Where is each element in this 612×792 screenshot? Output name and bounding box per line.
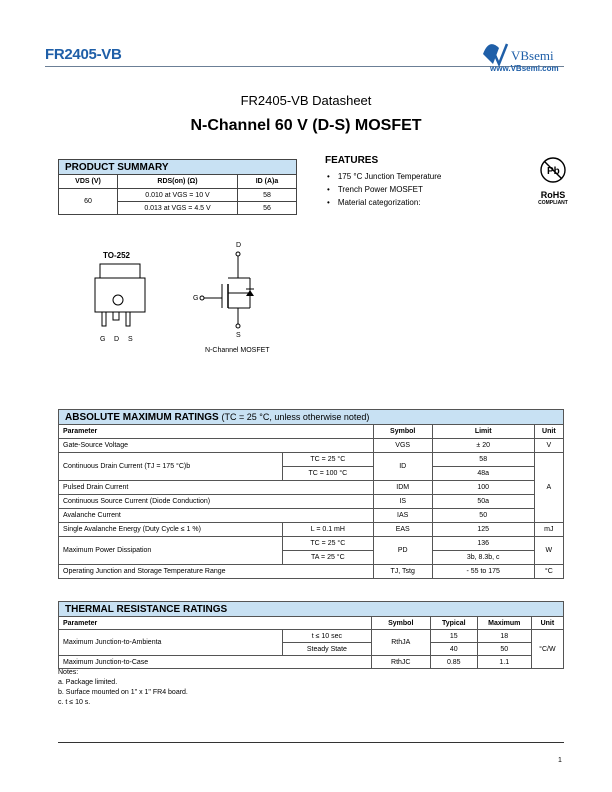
symbol: IAS xyxy=(373,509,432,523)
package-name: TO-252 xyxy=(103,251,130,260)
header-part-number: FR2405-VB xyxy=(45,46,122,63)
id-value: 56 xyxy=(238,202,297,215)
amr-heading: ABSOLUTE MAXIMUM RATINGS xyxy=(65,411,219,423)
limit: 3b, 8.3b, c xyxy=(432,551,534,565)
drain-label: D xyxy=(236,242,242,249)
param: Maximum Junction-to-Ambienta xyxy=(59,630,283,656)
cond: TC = 25 °C xyxy=(283,453,374,467)
cond: TA = 25 °C xyxy=(283,551,374,565)
unit: °C/W xyxy=(531,630,563,669)
vds-value: 60 xyxy=(59,189,118,215)
maximum: 18 xyxy=(477,630,531,643)
pb-symbol: Pb xyxy=(547,166,560,177)
rohs-sub: COMPLIANT xyxy=(538,200,568,206)
amr-col-limit: Limit xyxy=(432,425,534,439)
typical: 0.85 xyxy=(430,656,477,669)
param: Pulsed Drain Current xyxy=(59,481,374,495)
maximum: 1.1 xyxy=(477,656,531,669)
gate-label: G xyxy=(193,295,199,302)
limit: 50a xyxy=(432,495,534,509)
limit: 48a xyxy=(432,467,534,481)
param: Operating Junction and Storage Temperature Range xyxy=(59,565,374,579)
limit: ± 20 xyxy=(432,439,534,453)
amr-col-parameter: Parameter xyxy=(59,425,374,439)
symbol: ID xyxy=(373,453,432,481)
rds-value: 0.013 at VGS = 4.5 V xyxy=(118,202,238,215)
feature-item: • Trench Power MOSFET xyxy=(327,183,441,196)
cond: Steady State xyxy=(283,643,372,656)
symbol: IS xyxy=(373,495,432,509)
thermal-heading: THERMAL RESISTANCE RATINGS xyxy=(59,602,564,617)
pin-label: S xyxy=(128,336,133,342)
col-rds: RDS(on) (Ω) xyxy=(118,175,238,189)
th-col-symbol: Symbol xyxy=(371,617,430,630)
unit: mJ xyxy=(534,523,563,537)
document-subtitle: N-Channel 60 V (D-S) MOSFET xyxy=(190,117,422,134)
unit: °C xyxy=(534,565,563,579)
symbol: RthJA xyxy=(371,630,430,656)
rohs-badge xyxy=(528,155,578,206)
absolute-max-ratings-table xyxy=(58,409,564,579)
symbol: VGS xyxy=(373,439,432,453)
note-line: Notes: xyxy=(58,669,79,676)
page-number: 1 xyxy=(558,757,562,764)
header-url[interactable]: www.VBsemi.com xyxy=(490,64,559,73)
pin-label: D xyxy=(114,336,120,342)
amr-col-symbol: Symbol xyxy=(373,425,432,439)
th-col-parameter: Parameter xyxy=(59,617,372,630)
param: Continuous Drain Current (TJ = 175 °C)b xyxy=(59,453,283,481)
feature-item: • 175 °C Junction Temperature xyxy=(327,170,441,183)
source-label: S xyxy=(236,332,241,338)
features-list xyxy=(327,170,441,209)
id-value: 58 xyxy=(238,189,297,202)
th-col-maximum: Maximum xyxy=(477,617,531,630)
param: Continuous Source Current (Diode Conduction) xyxy=(59,495,374,509)
features-heading: FEATURES xyxy=(325,155,379,166)
symbol: TJ, Tstg xyxy=(373,565,432,579)
th-col-typical: Typical xyxy=(430,617,477,630)
col-id: ID (A)a xyxy=(238,175,297,189)
limit: 58 xyxy=(432,453,534,467)
rohs-label: RoHS xyxy=(540,190,566,200)
pin-label: G xyxy=(100,336,106,342)
unit: A xyxy=(534,453,563,523)
param: Maximum Power Dissipation xyxy=(59,537,283,565)
to252-package-drawing xyxy=(90,262,150,342)
amr-condition: (TC = 25 °C, unless otherwise noted) xyxy=(221,411,370,422)
unit: V xyxy=(534,439,563,453)
param: Single Avalanche Energy (Duty Cycle ≤ 1 %) xyxy=(59,523,283,537)
feature-item: • Material categorization: xyxy=(327,196,441,209)
param: Avalanche Current xyxy=(59,509,374,523)
symbol: RthJC xyxy=(371,656,430,669)
document-title: FR2405-VB Datasheet xyxy=(240,93,372,108)
cond: TC = 100 °C xyxy=(283,467,374,481)
product-summary-table xyxy=(58,159,297,215)
cond: t ≤ 10 sec xyxy=(283,630,372,643)
amr-col-unit: Unit xyxy=(534,425,563,439)
rds-value: 0.010 at VGS = 10 V xyxy=(118,189,238,202)
symbol: PD xyxy=(373,537,432,565)
maximum: 50 xyxy=(477,643,531,656)
note-line: c. t ≤ 10 s. xyxy=(58,699,91,706)
typical: 15 xyxy=(430,630,477,643)
mosfet-symbol xyxy=(190,238,265,338)
symbol: EAS xyxy=(373,523,432,537)
pb-free-icon xyxy=(538,155,568,185)
param: Gate-Source Voltage xyxy=(59,439,374,453)
cond: L = 0.1 mH xyxy=(283,523,374,537)
limit: 100 xyxy=(432,481,534,495)
limit: - 55 to 175 xyxy=(432,565,534,579)
param: Maximum Junction-to-Case xyxy=(59,656,372,669)
logo-brand: VBsemi xyxy=(511,48,554,63)
footer-rule xyxy=(58,742,564,743)
product-summary-heading: PRODUCT SUMMARY xyxy=(59,160,297,175)
notes xyxy=(58,668,188,708)
unit: W xyxy=(534,537,563,565)
note-line: b. Surface mounted on 1" x 1" FR4 board. xyxy=(58,689,188,696)
col-vds: VDS (V) xyxy=(59,175,118,189)
th-col-unit: Unit xyxy=(531,617,563,630)
cond: TC = 25 °C xyxy=(283,537,374,551)
thermal-resistance-table xyxy=(58,601,564,669)
limit: 50 xyxy=(432,509,534,523)
limit: 125 xyxy=(432,523,534,537)
mosfet-caption: N-Channel MOSFET xyxy=(205,347,270,354)
symbol: IDM xyxy=(373,481,432,495)
limit: 136 xyxy=(432,537,534,551)
typical: 40 xyxy=(430,643,477,656)
note-line: a. Package limited. xyxy=(58,679,118,686)
